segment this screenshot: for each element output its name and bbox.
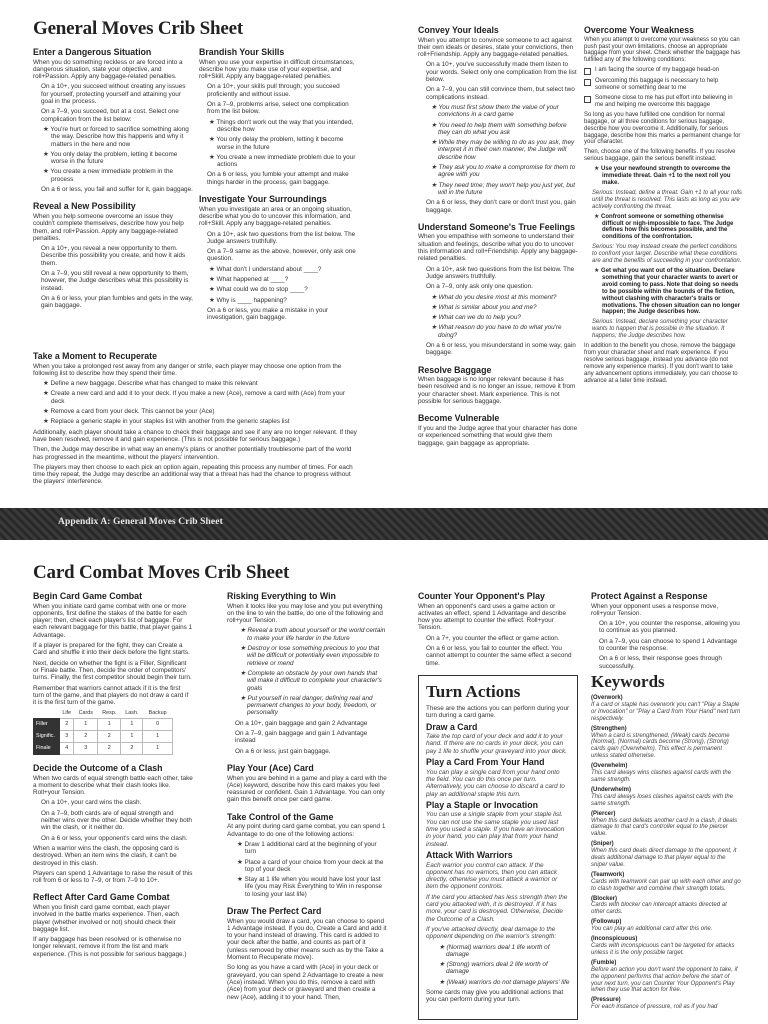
bullet: ★ Get what you want out of the situation. Declare something that your character wants to avert or avoid coming to pass. Note that doing so needs to be possible within the bounds of the fiction, without clashing with character's traits or motivations. The chosen situation can no longer happen; the Judge describes how. [594, 267, 741, 316]
bullet: ★ You need to help them with something before they can do what you ask [431, 121, 567, 136]
table-header: Resp. [98, 709, 121, 718]
bullet: ★ Put yourself in real danger, defining real and permanent changes to your body, freedom, or personality [240, 694, 377, 717]
page-title: General Moves Crib Sheet [33, 18, 243, 39]
card-combat-title: Card Combat Moves Crib Sheet [33, 562, 290, 583]
turn-actions-title: Turn Actions [426, 682, 521, 701]
table-cell: 1 [74, 718, 98, 730]
keyword-description: When this card deals direct damage to the opponent, it deals additional damage to that player equal to the sniper value. [591, 848, 737, 868]
checkbox-icon[interactable] [584, 96, 591, 103]
move-counter: Counter Your Opponent's Play When an opponent's card uses a game action or activates an effect, spend 1 Advantage and describe how you attempt to counter the effect. Roll+your Tension. On a 7+, you counter the effect or game action. On a 6 or less, you fail to counter the effect. You cannot attempt to counter the same effect a second time. [418, 591, 572, 667]
table-header: Backup [143, 709, 173, 718]
bullet: ★ You create a new immediate problem due to your actions [209, 153, 356, 169]
keyword-description: When a card is strengthened, (Weak) cards become (Normal), (Normal) cards become (Strong), (Strong) cards gain (Overwhelm). This effect is permanent unless stated otherwise. [591, 732, 730, 760]
condition-checkbox[interactable]: Someone close to me has put effort into believing in me and helping me overcome this baggage [584, 95, 742, 109]
table-cell: 3 [74, 742, 98, 754]
general-col-1 [33, 48, 193, 319]
checkbox-icon[interactable] [584, 68, 591, 75]
bullet: ★ Destroy or lose something precious to you that will be difficult or potentially even impossible to retrieve or mend [240, 645, 380, 667]
bullet: ★ They need time; they won't help you just yet, but will in the future [431, 181, 576, 196]
keyword-name: (Blocker) [591, 895, 618, 902]
bullet: ★ You only delay the problem, letting it become worse in the future [209, 136, 344, 151]
condition-checkbox[interactable]: I am facing the source of my baggage head-on [584, 67, 742, 75]
move-title: Reveal a New Possibility [33, 201, 136, 212]
keyword-name: (Underwhelm) [591, 786, 632, 793]
keyword-name: (Piercer) [591, 810, 616, 817]
keyword-description: Cards with inconspicuous can't be targeted for attacks unless it is the only possible target. [591, 943, 735, 956]
move-title: Enter a Dangerous Situation [33, 47, 152, 57]
bullet: ★ Things don't work out the way that you intended, describe how [209, 118, 354, 133]
table-cell: 3 [60, 730, 74, 742]
move-resolve-baggage: Resolve Baggage When baggage is no longer relevant because it has been resolved and is no longer an issue, remove it from your character sheet. Mark experience. This is not possible for serious baggage. [418, 364, 576, 406]
move-risk-everything: Risking Everything to Win When it looks like you may lose and you put everything on the line to win the battle, do one of the following and roll+your Tension. ★ Reveal a truth about yourself or the world certain to make your life harder in the future ★ Destroy or lose something precious to you that will be difficult or potentially even impossible to retrieve or mend ★ Complete an obstacle by your own hands that will make it difficult to complete your character's goals ★ Put yourself in real danger, defining real and permanent changes to your body, freedom, or personality On a 10+, gain baggage and gain 2 Advantage On a 7–9, gain baggage and gain 1 Advantage instead On a 6 or less, just gain baggage. [227, 591, 386, 755]
bullet: ★ Remove a card from your deck. This cannot be your (Ace) [43, 408, 215, 416]
keyword-description: Cards with teamwork can pair up with each other and go to clash together and combine their strength totals. [591, 878, 741, 892]
keyword-description: When this card defeats another card in a clash, it deals damage to that card's controller equal to the piercer value. [591, 817, 738, 838]
move-recuperate: Take a Moment to Recuperate When you take a prolonged rest away from any danger or strife, each player may choose one option from the following list to describe how they spend their time. ★ Define a new baggage. Describe what has changed to make this relevant ★ Create a new card and add it to your deck. If you make a new (Ace), remove a card with (Ace) from your deck ★ Remove a card from your deck. This cannot be your (Ace) ★ Replace a generic staple in your staples list with another from the generic staples list Additionally, each player should take a chance to check their baggage and see if any are no longer relevant. If they have been resolved, remove it and gain experience. (This is not possible for serious baggage.) Then, the Judge may describe in what way an enemy's plans or another potentially troublesome part of the world has progressed in the meantime, without the players' intervention. The players may then choose to each pick an option again, repeating this process any number of times. For each time they repeat, the Judge may describe an additional way that a threat has had the chance to progress without the players' interference. [33, 352, 359, 489]
keyword-name: (Sniper) [591, 841, 614, 848]
table-cell: 2 [74, 730, 98, 742]
bullet: ★ What happened at ____? [209, 276, 289, 284]
checkbox-icon[interactable] [584, 79, 591, 86]
bullet: ★ What can we do to help you? [431, 314, 521, 322]
table-row [34, 730, 173, 742]
move-play-ace: Play Your (Ace) Card When you are behind in a game and play a card with the (Ace) keyword, describe how this card makes you feel reassured or confident. Gain 1 Advantage. You can only gain this benefit once per card game. [227, 762, 387, 804]
move-brandish-skills: Brandish Your Skills When you use your expertise in difficult circumstances, describe how you make use of your expertise, and roll+Skill. Apply any baggage-related penalties. On a 10+, your skills pull through; you succeed proficiently and without issue. On a 7–9, problems arise, select one complication from the list below. ★ Things don't work out the way that you intended, describe how ★ You only delay the problem, letting it become worse in the future ★ You create a new immediate problem due to your actions On a 6 or less, you fumble your attempt and make things harder in the process, gain baggage. [199, 48, 359, 186]
bullet: ★ Why is ____ happening? [209, 296, 287, 304]
general-col-3 [418, 26, 578, 456]
move-understand: Understand Someone's True Feelings When you empathise with someone to understand their situation and feelings, describe what you do to uncover this information and roll+Friendship. Apply any baggage-related penalties. On a 10+, ask two questions from the list below. The Judge answers truthfully. On a 7–9, only ask only one question. ★ What do you desire most at this moment? ★ What is similar about you and me? ★ What can we do to help you? ★ What reason do you have to do what you're doing? On a 6 or less, you misunderstand in some way, gain baggage. [418, 221, 578, 357]
bullet: ★ Place a card of your choice from your deck at the top of your deck [237, 858, 384, 873]
battle-type-table [33, 709, 173, 755]
move-decide-clash: Decide the Outcome of a Clash When two cards of equal strength battle each other, take a moment to describe what their clash looks like. Roll+your Tension. On a 10+, your card wins the clash. On a 7–9, both cards are of equal strength and neither wins over the other. Decide whether they both win the clash, or it neither do. On a 6 or less, your opponent's card wins the clash. When a warrior wins the clash, the opposing card is destroyed. When an item wins the clash, it can't be destroyed in this clash. Players can spend 1 Advantage to raise the result of this roll from 6 or less to 7–9, or from 7–9 to 10+. [33, 762, 193, 885]
table-cell: 2 [98, 730, 121, 742]
move-take-control: Take Control of the Game At any point during card game combat, you can spend 1 Advantage to do one of the following actions: ★ Draw 1 additional card at the beginning of your turn ★ Place a card of your choice from your deck at the top of your deck ★ Stay at 1 life when you would have lost your last life (you may Risk Everything to Win in response to losing your last life) [227, 811, 386, 898]
move-reveal-possibility: Reveal a New Possibility When you help someone overcome an issue they couldn't complete themselves, describe how you help them, and roll+Passion. Apply any baggage-related penalties. On a 10+, you reveal a new opportunity to them. Describe this possibility you create, and how it aids them. On a 7–9, you still reveal a new opportunity to them, however, the Judge describes what this possibility is instead. On a 6 or less, your plan fumbles and gets in the way, gain baggage. [33, 201, 193, 310]
bullet: ★ Confront someone or something otherwise difficult or nigh-impossible to face. The Judge defines how this becomes possible, and the conditions of the confrontation. [594, 213, 734, 241]
move-overcome-weakness: Overcome Your Weakness When you attempt to overcome your weakness so you can push past your own limitations, choose an appropriate baggage from your sheet. Check whether the baggage has fulfilled any of the following conditions: I am facing the source of my baggage head-on Overcoming this baggage is necessary to help someone or something dear to me Someone close to me has put effort into believing in me and helping me overcome this baggage So long as you have fulfilled one condition for normal baggage, or all three conditions for serious baggage, describe how you overcome it. Additionally, for serious baggage, describe how this marks a permanent change for your character. Then, choose one of the following benefits. If you resolve serious baggage, gain the serious benefit instead. ★ Use your newfound strength to overcome the immediate threat. Gain +1 to the next roll you make. Serious: Instead, define a threat. Gain +1 to all your rolls until the threat is resolved. This lasts as long as you are actively confronting the threat. ★ Confront someone or something otherwise difficult or nigh-impossible to face. The Judge defines how this becomes possible, and the conditions of the confrontation. Serious: You may instead create the perfect conditions to confront your target. Describe what these conditions are and the benefits of succeeding in your confrontation. ★ Get what you want out of the situation. Declare something that your character wants to avert or avoid coming to pass. Note that doing so needs to be possible within the bounds of the fiction, without clashing with character's traits or motivations. The chosen situation can no longer happen; the Judge describes how. Serious: Instead, declare something your character wants to happen that is possible in the situation. It happens; the Judge describes how. In addition to the benefit you chose, remove the baggage from your character sheet and mark experience. If you resolve serious baggage, instead you advance (do not remove any experience marks). If you don't want to take any advancement options immediately, you can choose to advance at a later time instead. [584, 25, 742, 384]
appendix-band [0, 508, 768, 540]
table-row [34, 742, 173, 754]
bullet: ★ (Strong) warriors deal 2 life worth of damage [439, 961, 548, 976]
move-convey-ideals: Convey Your Ideals When you attempt to convince someone to act against their own ideals or desires, state your convictions, then roll+Friendship. Apply any baggage-related penalties. On a 10+, you've successfully made them listen to your words. Select only one complication from the list below. On a 7–9, you can still convince them, but select two complications instead. ★ You must first show them the value of your convictions in a card game ★ You need to help them with something before they can do what you ask ★ While they may be willing to do as you ask, they interpret it in their own manner, the Judge will describe how ★ They ask you to make a compromise for them to agree with you ★ They need time; they won't help you just yet, but will in the future On a 6 or less, they don't care or don't trust you, gain baggage. [418, 25, 577, 214]
move-reflect: Reflect After Card Game Combat When you finish card game combat, each player involved in the battle marks experience. Then, each player (whether involved or not) should check their baggage list. If any baggage has been resolved or is otherwise no longer relevant, remove it from the list and mark experience. (This is not possible for serious baggage.) [33, 892, 187, 958]
keyword-description: This card always loses clashes against cards with the same strength. [591, 793, 734, 807]
keyword-description: Before an action you don't want the opponent to take, if the opponent performs that action before the start of your next turn, you can Counter Your Opponent's Play when they use that action for free. [591, 966, 738, 994]
keyword-name: (Pressure) [591, 997, 621, 1004]
bullet: ★ Stay at 1 life when you would have lost your last life (you may Risk Everything to Win in response to losing your last life) [237, 876, 383, 898]
battle-type-label: Finale [34, 742, 60, 754]
keyword-name: (Strengthen) [591, 725, 627, 732]
keyword-description: For each instance of pressure, roll as if you had [591, 1004, 718, 1011]
general-col-2 [199, 48, 359, 331]
bullet: ★ What don't I understand about ____? [209, 265, 322, 273]
bullet: ★ Create a new card and add it to your deck. If you make a new (Ace), remove a card with (Ace) from your deck [43, 390, 345, 405]
bullet: ★ Draw 1 additional card at the beginning of your turn [237, 840, 377, 856]
bullet: ★ Reveal a truth about yourself or the world certain to make your life harder in the future [240, 627, 386, 642]
table-cell: 1 [143, 742, 173, 754]
move-enter-danger: Enter a Dangerous Situation When you do something reckless or are forced into a dangerous situation, state your objective, and roll+Passion. Apply any baggage-related penalties. On a 10+, you succeed without creating any issues for yourself, protecting yourself and attaining your goal in the process. On a 7–9, you succeed, but at a cost. Select one complication from the list below: ★ You're hurt or forced to sacrifice something along the way. Describe how this happens and why it matters in the here and now ★ You only delay the problem, letting it become worse in the future ★ You create a new immediate problem in the process On a 6 or less, you fail and suffer for it, gain baggage. [33, 47, 193, 194]
table-header: Life [60, 709, 74, 718]
combat-col-1 [33, 592, 193, 967]
table-cell: 2 [121, 742, 143, 754]
keyword-list [591, 695, 741, 1011]
bullet: ★ You're hurt or forced to sacrifice something along the way. Describe how this happens and why it matters in the here and now [43, 125, 189, 148]
move-protect: Protect Against a Response When your opponent uses a response move, roll+your Tension. On a 10+, you counter the response, allowing you to continue as you planned. On a 7–9, you can choose to spend 1 Advantage to counter the response. On a 6 or less, their response goes through successfully. [591, 591, 740, 670]
bullet: ★ What do you desire most at this moment? [431, 293, 557, 301]
bullet: ★ They ask you to make a compromise for them to agree with you [431, 164, 576, 179]
bullet: ★ You only delay the problem, letting it become worse in the future [43, 150, 178, 166]
move-become-vulnerable: Become Vulnerable If you and the Judge agree that your character has done or experienced something that would give them baggage, gain baggage as appropriate. [418, 413, 578, 447]
move-intro: When you do something reckless or are forced into a dangerous situation, state your objective, and roll+Passion. Apply any baggage-related penalties. [33, 58, 183, 81]
bullet: ★ Replace a generic staple in your staples list with another from the generic staples list [43, 418, 290, 426]
table-cell: 1 [98, 718, 121, 730]
bullet: ★ What could we do to stop ____? [209, 286, 308, 294]
table-cell: 0 [143, 718, 173, 730]
bullet: ★ (Weak) warriors do not damage players' life [439, 978, 570, 986]
keyword-name: (Overwhelm) [591, 763, 628, 770]
move-begin-combat: Begin Card Game Combat When you initiate card game combat with one or more opponents, first define the stakes of the battle for each player; then, check each player's list of baggage. For each relevant baggage for this battle, that player gains 1 Advantage. If a player is prepared for the fight, they can Create a Card and shuffle it into their deck before the fight starts. Next, decide on whether the fight is a Filler, Significant or Finale battle. Then, decide the order of competitors' turns. Finally, the first competitor should begin their turn. Remember that warriors cannot attack if it is the first turn of the game, and that players do not draw a card if it is the first turn of the game. Life Cards Resp. Lash. Backup Filler 2 1 1 1 0 Signific. 3 2 2 1 1 Finale 4 3 2 2 1 [33, 592, 193, 755]
keywords-section [591, 672, 741, 1022]
table-cell: 2 [60, 718, 74, 730]
table-header [34, 709, 60, 718]
keyword-name: (Overwork) [591, 695, 623, 701]
keyword-description: If a card or staple has overwork you can't "Play a Staple or Invocation" or "Play a Card from Your Hand" next turn respectively. [591, 701, 741, 722]
keyword-name: (Teamwork) [591, 871, 625, 878]
keywords-title: Keywords [591, 672, 665, 691]
bullet: ★ You create a new immediate problem in the process [43, 168, 174, 183]
table-cell: 1 [121, 730, 143, 742]
table-cell: 1 [121, 718, 143, 730]
bullet: ★ What reason do you have to do what you're doing? [431, 324, 562, 339]
table-cell: 4 [60, 742, 74, 754]
battle-type-label: Signific. [34, 730, 60, 742]
bullet: ★ You must first show them the value of your convictions in a card game [431, 103, 559, 119]
table-cell: 2 [98, 742, 121, 754]
bullet: ★ While they may be willing to do as you ask, they interpret it in their own manner, the Judge will describe how [431, 139, 575, 161]
keyword-name: (Fumble) [591, 959, 617, 966]
band-title: Appendix A: General Moves Crib Sheet [58, 517, 223, 527]
keyword-name: (Followup) [591, 919, 622, 926]
move-perfect-card: Draw The Perfect Card When you would draw a card, you can choose to spend 1 Advantage instead. If you do, Create a Card and add it to your hand instead of drawing. This card is added to your deck after the battle, and counts as part of it (unless removed by other means such as by the Take a Moment to Recuperate move). So long as you have a card with (Ace) in your deck or graveyard, you can spend 2 Advantage to create a new (Ace) instead. When you do this, remove a card with (Ace) from your deck or graveyard and then create a new (Ace), adding it to your hand. Then, [227, 905, 387, 1001]
combat-col-2 [227, 592, 387, 1010]
keyword-name: (Inconspicuous) [591, 936, 638, 943]
bullet: ★ (Normal) warriors deal 1 life worth of damage [439, 943, 550, 958]
bullet: ★ What is similar about you and me? [431, 303, 537, 311]
keyword-description: Cards with blocker can intercept attacks directed at other cards. [591, 902, 727, 916]
table-header: Lash. [121, 709, 143, 718]
table-cell: 1 [143, 730, 173, 742]
battle-type-label: Filler [34, 718, 60, 730]
bullet: ★ Complete an obstacle by your own hands that will make it difficult to complete your character's goals [240, 669, 382, 692]
keyword-description: This card always wins clashes against cards with the same strength. [591, 770, 732, 783]
move-investigate: Investigate Your Surroundings When you investigate an area or an ongoing situation, describe what you do to uncover this information, and roll+Skill. Apply any baggage-related penalties. On a 10+, ask two questions from the list below. The Judge answers truthfully. On a 7–9 same as the above, however, only ask one question. ★ What don't I understand about ____? ★ What happened at ____? ★ What could we do to stop ____? ★ Why is ____ happening? On a 6 or less, you make a mistake in your investigation, gain baggage. [199, 195, 359, 321]
bullet: ★ Define a new baggage. Describe what has changed to make this relevant [43, 380, 258, 388]
table-header: Cards [74, 709, 98, 718]
turn-actions-box: Turn Actions These are the actions you can perform during your turn during a card game. Draw a Card Take the top card of your deck and add it to your hand. If there are no cards in your deck, you can pay 1 life to shuffle your graveyard into your deck. Play a Card From Your Hand You can play a single card from your hand onto the field. You can do this once per turn. Alternatively, you can choose to discard a card to play an additional staple this turn. Play a Staple or Invocation You can use a single staple from your staple list. You can not use the same staple you used last time you used a staple. If you have an invocation in your hand, you can play that from your hand instead. Attack With Warriors Each warrior you control can attack. If the opponent has no warriors, then you can attack directly, otherwise you must attack a warrior or item the opponent controls. If the card you attacked has less strength then the card you attacked with, it is destroyed. If it has more, your card is destroyed. Otherwise, Decide the Outcome of a Clash. If you've attacked directly, deal damage to the opponent depending on the warrior's strength: ★ (Normal) warriors deal 1 life worth of damage ★ (Strong) warriors deal 2 life worth of damage ★ (Weak) warriors do not damage players' life Some cards may give you additional actions that you can perform during your turn. [418, 675, 578, 1020]
condition-checkbox[interactable]: Overcoming this baggage is necessary to help someone or something dear to me [584, 78, 742, 92]
table-row [34, 718, 173, 730]
bullet: ★ Use your newfound strength to overcome the immediate threat. Gain +1 to the next roll you make. [594, 166, 731, 186]
keyword-description: You can play an additional card after this one. [591, 926, 713, 933]
